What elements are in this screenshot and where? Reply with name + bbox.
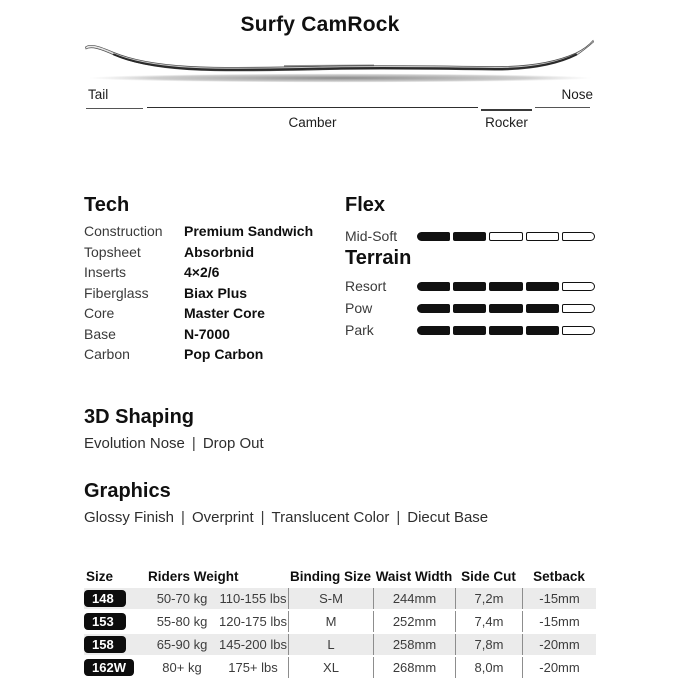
cell-waist-width: 258mm [373,634,455,655]
rating-segment-filled [453,326,486,335]
rating-segment-empty [562,282,595,291]
terrain-row-label: Park [345,322,374,338]
board-shadow [88,74,592,83]
rocker-label: Rocker [485,115,528,130]
flex-heading: Flex [345,194,386,216]
rating-segment-filled [526,282,559,291]
tail-underline [86,108,143,109]
terrain-row-label: Resort [345,278,387,294]
tech-row [84,324,345,345]
size-badge: 158 [84,636,126,653]
shaping-items [84,435,596,452]
tech-heading: Tech [84,194,130,216]
board-profile-illustration [84,38,596,84]
tech-row [84,303,345,324]
cell-binding-size: M [288,611,373,632]
tech-row-label: Core [84,305,115,321]
rating-segment-filled [417,282,450,291]
tech-row-value: N-7000 [184,325,230,342]
terrain-rows [345,275,596,341]
rating-segment-filled [489,282,522,291]
rocker-line [481,109,532,111]
cell-binding-size: L [288,634,373,655]
size-table [84,566,596,678]
cell-size [84,657,146,678]
tech-row-label: Carbon [84,346,130,362]
table-row [84,657,596,678]
tech-row-value: Biax Plus [184,284,248,301]
rating-segment-empty [526,232,559,241]
feature-item: Drop Out [202,434,264,452]
size-badge: 148 [84,590,126,607]
cell-weight-lbs: 120-175 lbs [219,613,287,629]
table-row [84,588,596,609]
feature-item: Overprint [191,508,254,526]
pipe-separator: | [181,508,185,526]
rating-segment-filled [417,304,450,313]
graphics-section [84,479,596,526]
cell-weight-lbs: 145-200 lbs [219,636,287,652]
rating-segment-filled [453,232,486,241]
rating-segment-filled [489,304,522,313]
table-body [84,588,596,678]
terrain-row-label: Pow [345,300,373,316]
nose-underline [535,107,590,108]
rating-segment-filled [526,326,559,335]
tech-row [84,221,345,242]
rating-bar [417,282,595,291]
cell-binding-size: S-M [288,588,373,609]
tech-row-label: Fiberglass [84,284,149,301]
feature-item: Diecut Base [407,508,489,526]
rating-segment-filled [489,326,522,335]
page-title: Surfy CamRock [240,13,400,36]
cell-waist-width: 244mm [373,588,455,609]
table-row [84,634,596,655]
cell-weight-kg: 65-90 kg [156,636,208,652]
camber-label: Camber [288,115,337,130]
tech-row-value: Master Core [184,305,265,321]
tech-row-label: Topsheet [84,243,141,260]
cell-side-cut: 7,2m [455,588,522,609]
cell-weight-kg: 50-70 kg [156,590,208,606]
tech-row-value: Premium Sandwich [184,223,314,239]
tech-row-label: Base [84,325,116,342]
cell-side-cut: 7,8m [455,634,522,655]
size-table-header [84,566,596,584]
cell-weight-lbs: 175+ lbs [228,659,278,675]
header-binding-size: Binding Size [290,568,371,584]
tech-row [84,344,345,365]
tech-row-value: Absorbnid [184,243,254,260]
feature-item: Evolution Nose [84,434,185,452]
terrain-row [345,319,596,341]
rating-segment-filled [526,304,559,313]
pipe-separator: | [191,434,196,452]
cell-weight-lbs: 110-155 lbs [219,590,287,606]
tech-rows [84,221,345,365]
cell-weight-kg: 55-80 kg [156,613,208,629]
cell-side-cut: 7,4m [455,611,522,632]
feature-item: Glossy Finish [84,508,175,526]
cell-setback: -20mm [522,657,596,678]
header-size: Size [86,568,114,584]
tech-row-value: 4×2/6 [184,264,220,280]
flex-row [345,226,596,246]
specs-section [84,193,596,365]
rating-segment-empty [489,232,522,241]
shaping-heading: 3D Shaping [84,405,195,428]
cell-weight-kg: 80+ kg [162,659,202,675]
board-end-labels [84,85,596,102]
rating-segment-filled [453,282,486,291]
profile-annotations [84,105,596,135]
rating-bar [417,304,595,313]
tech-row [84,242,345,263]
rating-segment-empty [562,304,595,313]
rating-segment-filled [417,232,450,241]
table-row [84,611,596,632]
header-setback: Setback [533,568,585,584]
tail-label: Tail [88,87,109,102]
size-badge: 162W [84,659,134,676]
board-center-marking [284,65,374,66]
shaping-section [84,405,596,452]
rating-segment-filled [453,304,486,313]
nose-label: Nose [561,87,593,102]
terrain-row [345,297,596,319]
rating-bar [417,232,595,241]
camber-line [147,107,478,108]
tech-row [84,262,345,283]
tech-row-value: Pop Carbon [184,346,264,362]
snowboard-profile-image [84,38,596,84]
cell-size [84,634,146,655]
header-side-cut: Side Cut [461,568,516,584]
ratings-column [345,193,596,365]
cell-setback: -15mm [522,588,596,609]
cell-side-cut: 8,0m [455,657,522,678]
cell-setback: -15mm [522,611,596,632]
tech-row [84,283,345,304]
spec-sheet [84,13,596,678]
cell-size [84,588,146,609]
tech-row-label: Construction [84,223,163,239]
rating-bar [417,326,595,335]
cell-waist-width: 252mm [373,611,455,632]
pipe-separator: | [396,508,401,526]
cell-waist-width: 268mm [373,657,455,678]
graphics-heading: Graphics [84,479,171,502]
header-waist-width: Waist Width [375,568,453,584]
rating-segment-filled [417,326,450,335]
rating-segment-empty [562,232,595,241]
flex-label: Mid-Soft [345,228,398,244]
feature-item: Translucent Color [271,508,390,526]
terrain-heading: Terrain [345,247,412,269]
terrain-row [345,275,596,297]
cell-size [84,611,146,632]
size-badge: 153 [84,613,126,630]
rating-segment-empty [562,326,595,335]
tech-column [84,193,345,365]
tech-row-label: Inserts [84,264,127,280]
header-riders-weight: Riders Weight [148,568,239,584]
cell-setback: -20mm [522,634,596,655]
graphics-items [84,509,596,526]
cell-binding-size: XL [288,657,373,678]
pipe-separator: | [260,508,265,526]
